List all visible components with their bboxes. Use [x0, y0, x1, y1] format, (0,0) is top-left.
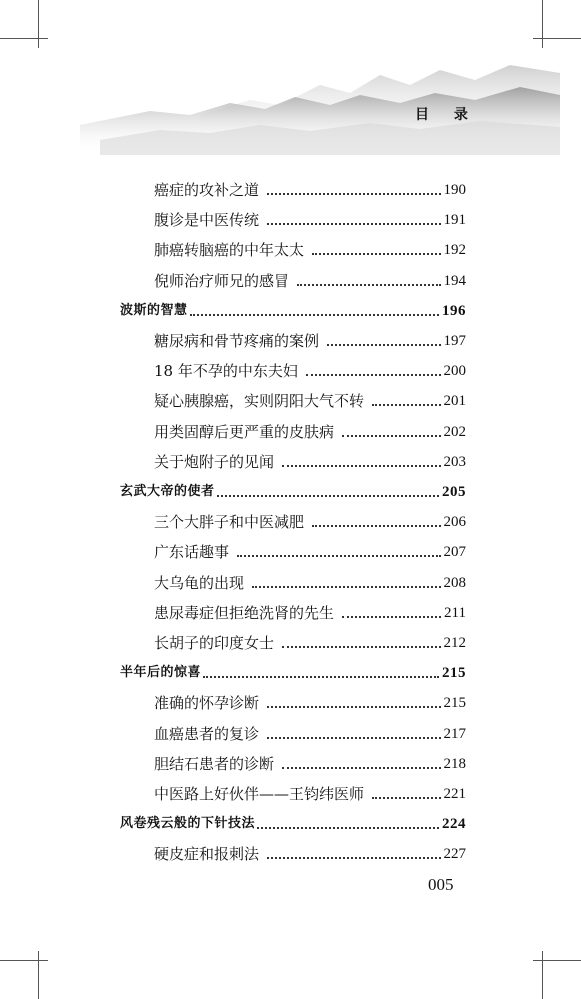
- toc-entry-page: 211: [444, 604, 466, 621]
- toc-entry: [154, 721, 466, 747]
- toc-entry-page: 190: [443, 182, 466, 198]
- toc-entry-title: 波斯的智慧: [120, 302, 188, 318]
- toc-entry-title: 风卷残云般的下针技法: [120, 816, 256, 832]
- dot-leader: [190, 313, 439, 316]
- toc-entry-page: 217: [443, 725, 466, 742]
- toc-section-entry: [120, 660, 466, 686]
- toc-entry-page: 202: [443, 423, 466, 440]
- toc-entry-page: 194: [443, 272, 466, 289]
- toc-entry-title: 肺癌转脑癌的中年太太: [154, 241, 305, 260]
- toc-entry-page: 191: [443, 212, 466, 229]
- toc-entry-page: 207: [443, 544, 466, 561]
- toc-entry: [154, 449, 466, 475]
- dot-leader: [306, 373, 441, 376]
- toc-entry-title: 玄武大帝的使者: [120, 484, 215, 499]
- toc-entry-title: 长胡子的印度女士: [154, 634, 275, 652]
- toc-entry: [154, 630, 466, 656]
- toc-entry: [154, 358, 466, 384]
- toc-entry: [154, 177, 466, 203]
- dot-leader: [297, 283, 440, 286]
- toc-entry: [154, 751, 466, 777]
- toc-entry: [154, 841, 466, 867]
- toc-entry: [154, 600, 466, 626]
- dot-leader: [252, 585, 440, 588]
- toc-entry-page: 201: [443, 393, 466, 410]
- toc-entry-title: 糖尿病和骨节疼痛的案例: [154, 332, 320, 350]
- toc-entry: [154, 237, 466, 263]
- dot-leader: [267, 736, 440, 739]
- toc-entry-page: 196: [442, 302, 466, 319]
- toc-entry: [154, 419, 466, 445]
- toc-entry-page: 227: [443, 846, 466, 863]
- toc-entry: [154, 268, 466, 294]
- toc-entry: [154, 539, 466, 565]
- toc-entry-title: 18 年不孕的中东夫妇: [154, 362, 298, 381]
- toc-entry: [154, 570, 466, 596]
- toc-entry: [154, 328, 466, 354]
- dot-leader: [267, 192, 440, 195]
- dot-leader: [312, 252, 440, 255]
- toc-entry: [154, 690, 466, 716]
- toc-entry-title: 广东话趣事: [154, 543, 230, 562]
- toc-entry-title: 胆结石患者的诊断: [154, 754, 275, 773]
- dot-leader: [282, 645, 440, 648]
- toc-entry-page: 221: [443, 786, 466, 802]
- toc-entry-title: 患尿毒症但拒绝洗肾的先生: [154, 603, 335, 622]
- dot-leader: [267, 705, 440, 708]
- toc-entry-page: 206: [443, 514, 466, 531]
- toc-entry-title: 疑心胰腺癌，实则阴阳大气不转: [154, 392, 365, 411]
- toc-entry-page: 208: [443, 574, 466, 591]
- toc-entry-title: 癌症的攻补之道: [154, 181, 260, 199]
- toc-entry-title: 大乌龟的出现: [154, 573, 245, 592]
- dot-leader: [327, 343, 440, 346]
- toc-entry-title: 关于炮附子的见闻: [154, 452, 275, 471]
- toc-entry-page: 212: [443, 635, 466, 651]
- dot-leader: [342, 615, 441, 618]
- toc-entry-title: 三个大胖子和中医减肥: [154, 513, 305, 532]
- page-title: 目 录: [415, 107, 478, 123]
- toc-entry-page: 215: [443, 695, 466, 712]
- toc-entry-title: 腹诊是中医传统: [154, 211, 260, 230]
- toc-entry-page: 205: [442, 484, 466, 500]
- toc-entry-title: 准确的怀孕诊断: [154, 694, 260, 713]
- dot-leader: [282, 766, 440, 769]
- toc-entry: [154, 509, 466, 535]
- toc-entry: [154, 781, 466, 807]
- toc-entry-page: 224: [442, 816, 466, 833]
- toc-entry-page: 218: [443, 755, 466, 772]
- toc-entry-page: 215: [442, 665, 466, 682]
- page-number: 005: [428, 875, 454, 894]
- dot-leader: [217, 494, 439, 497]
- toc-entry-page: 197: [443, 333, 466, 349]
- toc-entry-title: 中医路上好伙伴——王钧纬医师: [154, 785, 365, 803]
- toc-entry: [154, 388, 466, 414]
- dot-leader: [342, 434, 440, 437]
- toc-section-entry: [120, 479, 466, 505]
- toc-entry-page: 200: [443, 363, 466, 380]
- dot-leader: [282, 464, 440, 467]
- toc-entry-title: 硬皮症和报刺法: [154, 845, 260, 864]
- toc-section-entry: [120, 298, 466, 324]
- toc-entry-title: 半年后的惊喜: [120, 665, 202, 681]
- dot-leader: [267, 856, 440, 859]
- toc-entry-title: 用类固醇后更严重的皮肤病: [154, 422, 335, 441]
- toc-entry-page: 192: [443, 242, 466, 259]
- dot-leader: [312, 524, 440, 527]
- dot-leader: [257, 826, 439, 829]
- toc-entry: [154, 207, 466, 233]
- dot-leader: [237, 554, 440, 557]
- toc-entry-page: 203: [443, 453, 466, 470]
- dot-leader: [203, 675, 439, 678]
- dot-leader: [267, 222, 440, 225]
- dot-leader: [372, 796, 440, 799]
- toc-entry-title: 倪师治疗师兄的感冒: [154, 271, 290, 290]
- toc-entry-title: 血癌患者的复诊: [154, 724, 260, 743]
- toc-section-entry: [120, 811, 466, 837]
- dot-leader: [372, 403, 440, 406]
